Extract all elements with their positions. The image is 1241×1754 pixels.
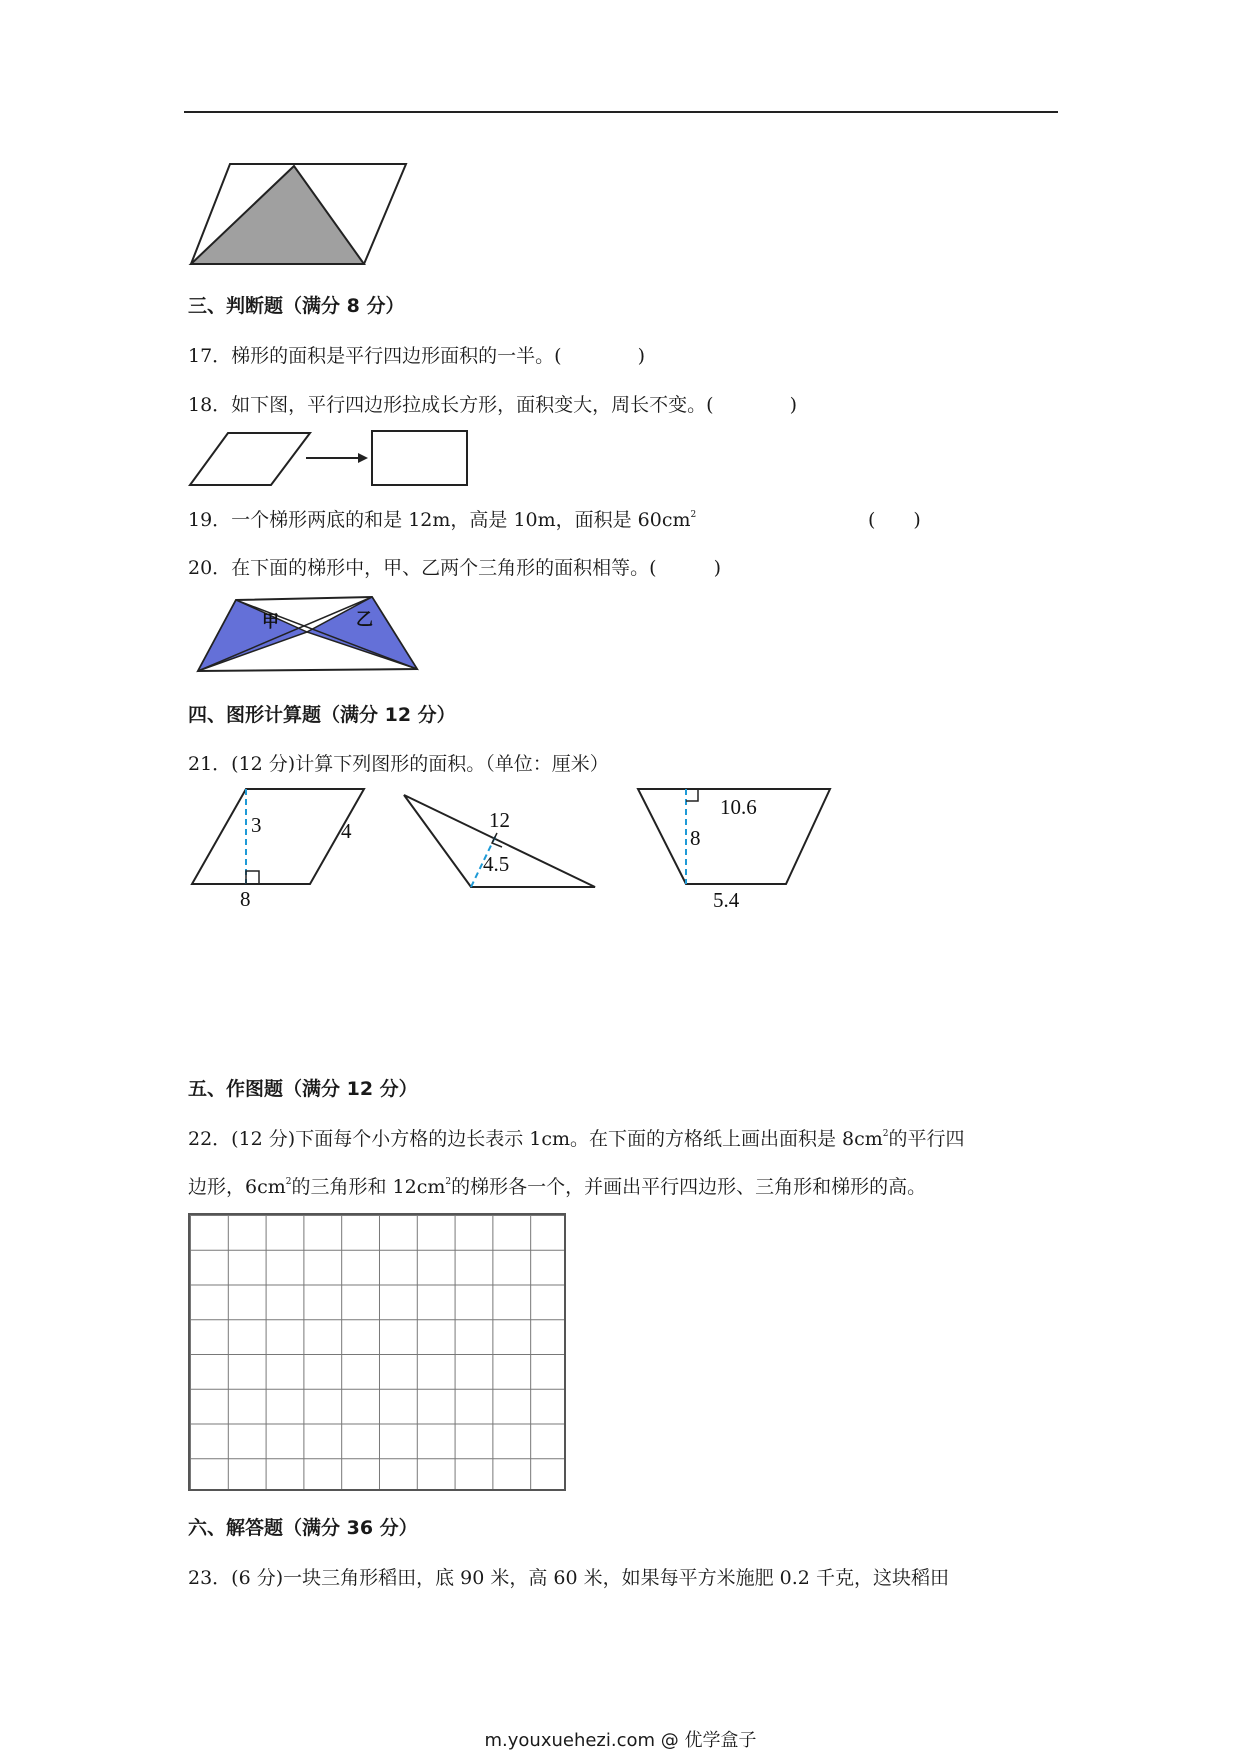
section4-heading: 四、图形计算题（满分 12 分） <box>188 704 456 726</box>
parallelogram-outline <box>190 433 310 485</box>
section3-heading: 三、判断题（满分 8 分） <box>188 295 405 317</box>
arrow-head-icon <box>358 453 368 463</box>
trap-height-label: 8 <box>690 826 701 850</box>
para-side-label: 4 <box>341 819 352 843</box>
top-rule <box>184 111 1058 113</box>
drawing-grid[interactable] <box>188 1213 566 1491</box>
trapezoid-area-figure <box>636 787 832 911</box>
parallelogram-outline <box>192 789 364 884</box>
question-17: 17．梯形的面积是平行四边形面积的一半。( ) <box>188 345 646 367</box>
question-18: 18．如下图，平行四边形拉成长方形，面积变大，周长不变。( ) <box>188 394 798 416</box>
trap-bottom-label: 5.4 <box>713 888 740 912</box>
question-21: 21．(12 分)计算下列图形的面积。（单位：厘米） <box>188 753 609 775</box>
q22-text-e: 的梯形各一个，并画出平行四边形、三角形和梯形的高。 <box>451 1176 927 1198</box>
question-19-answer-paren: ( ) <box>868 509 921 531</box>
parallelogram-shaded-triangle-figure <box>188 162 410 268</box>
parallelogram-area-figure <box>190 787 368 915</box>
question-20: 20．在下面的梯形中，甲、乙两个三角形的面积相等。( ) <box>188 557 722 579</box>
q22-text-a: 22．(12 分)下面每个小方格的边长表示 1cm。在下面的方格纸上画出面积是 8cm <box>188 1128 883 1150</box>
label-jia: 甲 <box>262 612 279 632</box>
q22-sup-3: 2 <box>445 1177 452 1187</box>
q22-text-c: 边形，6cm <box>188 1176 286 1198</box>
q22-sup-1: 2 <box>882 1129 889 1139</box>
q22-text-b: 的平行四 <box>888 1128 965 1150</box>
tri-base-label: 12 <box>489 808 510 832</box>
section5-heading: 五、作图题（满分 12 分） <box>188 1078 418 1100</box>
tri-height-label: 4.5 <box>483 852 510 876</box>
q22-text-d: 的三角形和 12cm <box>291 1176 446 1198</box>
right-angle-mark <box>246 871 259 884</box>
rectangle-outline <box>372 431 467 485</box>
footer-watermark[interactable]: m.youxuehezi.com @ 优学盒子 <box>484 1730 757 1751</box>
question-22-line1 <box>188 1124 965 1151</box>
q22-sup-2: 2 <box>285 1177 292 1187</box>
para-base-label: 8 <box>240 887 251 911</box>
para-height-label: 3 <box>251 813 262 837</box>
question-19 <box>188 505 696 532</box>
question-19-text: 19．一个梯形两底的和是 12m，高是 10m，面积是 60cm <box>188 509 691 531</box>
right-angle-mark <box>686 789 698 801</box>
parallelogram-to-rectangle-figure <box>188 430 470 488</box>
trap-top-label: 10.6 <box>720 795 757 819</box>
question-23: 23．(6 分)一块三角形稻田，底 90 米，高 60 米，如果每平方米施肥 0.2 千克，这块稻田 <box>188 1567 949 1589</box>
question-22-line2 <box>188 1172 926 1199</box>
question-19-sup: 2 <box>690 510 697 520</box>
section6-heading: 六、解答题（满分 36 分） <box>188 1517 418 1539</box>
trapezoid-jia-yi-figure <box>196 595 418 675</box>
label-yi: 乙 <box>356 610 373 630</box>
triangle-area-figure <box>401 787 597 895</box>
